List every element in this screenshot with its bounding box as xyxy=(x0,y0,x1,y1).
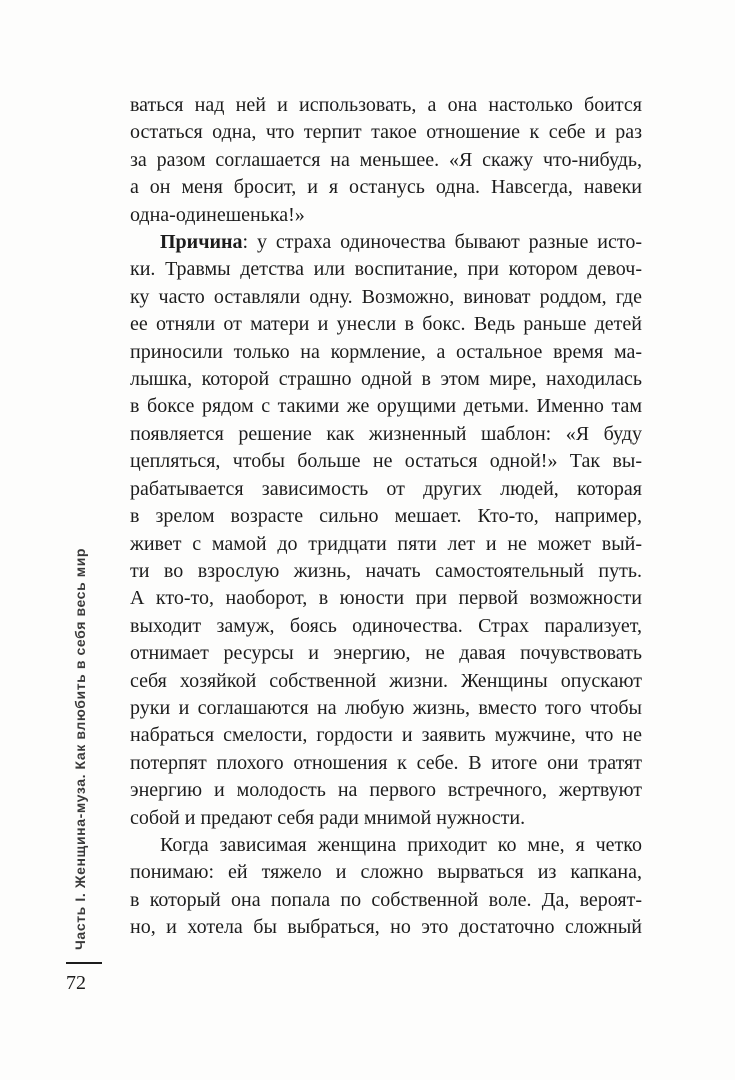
text-line: за разом соглашается на меньшее. «Я скажу что-нибудь, xyxy=(130,148,642,171)
text-line: в боксе рядом с такими же орущими детьми. Именно там xyxy=(130,395,642,418)
text-line: отнимает ресурсы и энергию, не давая почувствовать xyxy=(130,642,642,665)
text-line: ку часто оставляли одну. Возможно, виноват роддом, где xyxy=(130,285,642,308)
text-line: А кто-то, наоборот, в юности при первой возможности xyxy=(130,587,642,610)
text-line: в зрелом возрасте сильно мешает. Кто-то, например, xyxy=(130,505,642,528)
text-line: живет с мамой до тридцати пяти лет и не может вый- xyxy=(130,532,642,555)
text-line: одна-одинешенька!» xyxy=(130,203,305,226)
text-line: себя хозяйкой собственной жизни. Женщины опускают xyxy=(130,669,642,692)
text-line: энергию и молодость на первого встречного, жертвуют xyxy=(130,779,642,802)
running-title-vertical: Часть I. Женщина-муза. Как влюбить в себя весь мир xyxy=(72,547,88,950)
text-line: цепляться, чтобы больше не остаться одной!» Так вы- xyxy=(130,450,642,473)
page-number: 72 xyxy=(66,972,86,994)
page-number-block xyxy=(66,962,126,995)
text-line: в который она попала по собственной воле. Да, вероят- xyxy=(130,888,642,911)
text-line: но, и хотела бы выбраться, но это достаточно сложный xyxy=(130,916,642,939)
text-line: выходит замуж, боясь одиночества. Страх парализует, xyxy=(130,614,642,637)
text-line: потерпят плохого отношения к себе. В итоге они тратят xyxy=(130,751,642,774)
text-line: ее отняли от матери и унесли в бокс. Ведь раньше детей xyxy=(130,313,642,336)
text-line: руки и соглашаются на любую жизнь, вместо того чтобы xyxy=(130,696,642,719)
text-line: понимаю: ей тяжело и сложно вырваться из капкана, xyxy=(130,861,642,884)
page-number-rule xyxy=(66,962,102,964)
text-line: лышка, которой страшно одной в этом мире, находилась xyxy=(130,368,642,391)
text-line: появляется решение как жизненный шаблон: «Я буду xyxy=(130,422,642,445)
text-block xyxy=(130,92,642,942)
text-line: собой и предают себя ради мнимой нужности. xyxy=(130,806,526,829)
text-line: а он меня бросит, и я останусь одна. Навсегда, навеки xyxy=(130,176,642,199)
text-line: набраться смелости, гордости и заявить мужчине, что не xyxy=(130,724,642,747)
text-line: ти во взрослую жизнь, начать самостоятельный путь. xyxy=(130,559,642,582)
text-line: Причина: у страха одиночества бывают разные исто- xyxy=(160,231,642,254)
text-line: остаться одна, что терпит такое отношение к себе и раз xyxy=(130,121,642,144)
text-line: ваться над ней и использовать, а она настолько боится xyxy=(130,94,642,116)
text-line: приносили только на кормление, а остальное время ма- xyxy=(130,340,642,363)
text-line: рабатывается зависимость от других людей, которая xyxy=(130,477,642,500)
bold-lead-word: Причина xyxy=(160,231,243,254)
text-line: Когда зависимая женщина приходит ко мне, я четко xyxy=(160,833,642,856)
text-line: ки. Травмы детства или воспитание, при котором девоч- xyxy=(130,258,642,281)
